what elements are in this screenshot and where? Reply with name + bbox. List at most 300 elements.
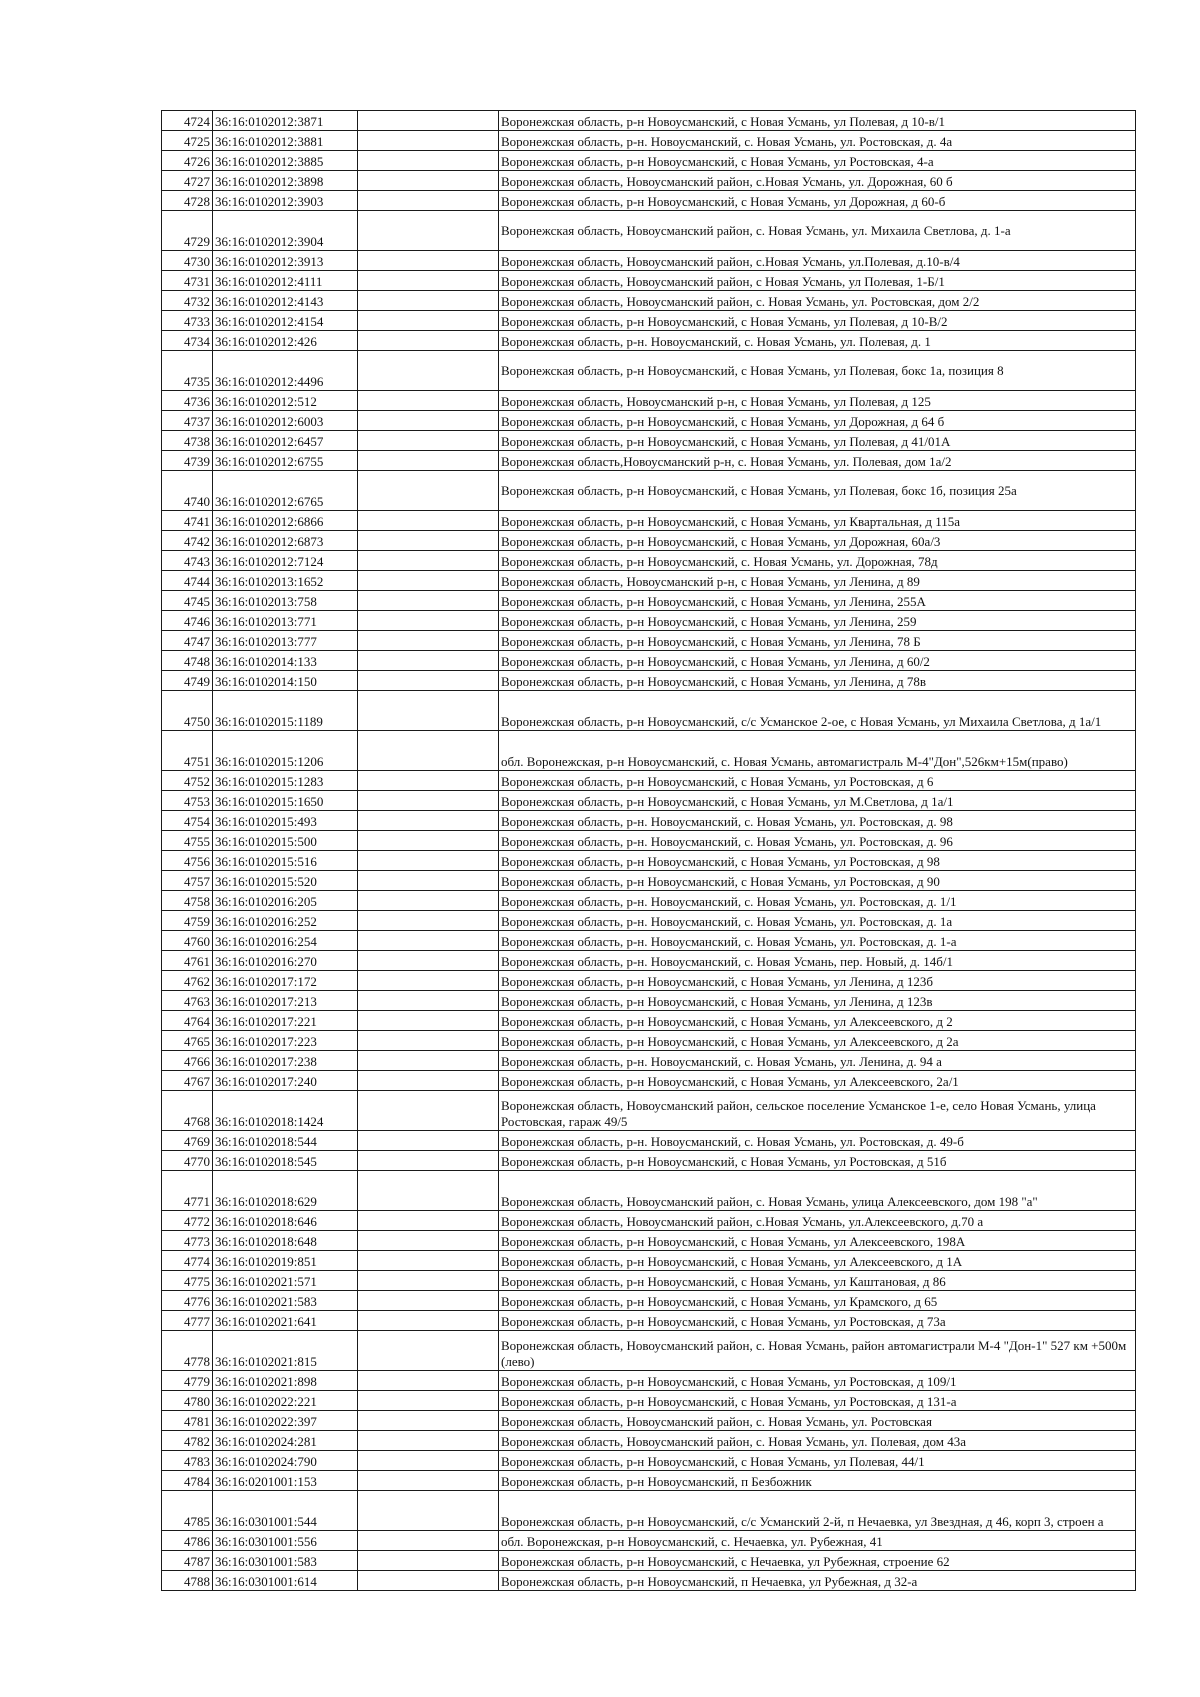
table-row [162,271,1136,291]
table-row [162,1071,1136,1091]
row-number-cell: 4758 [162,891,213,911]
cadastral-number-cell: 36:16:0102015:1206 [213,731,358,771]
address-cell: Воронежская область, р-н Новоусманский, с Новая Усмань, ул Каштановая, д 86 [499,1271,1136,1291]
table-row [162,511,1136,531]
cadastral-number-cell: 36:16:0102012:4154 [213,311,358,331]
row-number-cell: 4770 [162,1151,213,1171]
empty-cell [358,1331,499,1371]
address-cell: обл. Воронежская, р-н Новоусманский, с. Новая Усмань, автомагистраль М-4"Дон",526км+15м(право) [499,731,1136,771]
row-number-cell: 4760 [162,931,213,951]
cadastral-number-cell: 36:16:0102013:1652 [213,571,358,591]
table-row [162,1211,1136,1231]
empty-cell [358,911,499,931]
empty-cell [358,191,499,211]
address-cell: Воронежская область, р-н Новоусманский, с Новая Усмань, ул Дорожная, д 60-б [499,191,1136,211]
table-row [162,971,1136,991]
cadastral-number-cell: 36:16:0102012:3881 [213,131,358,151]
empty-cell [358,1291,499,1311]
row-number-cell: 4743 [162,551,213,571]
address-cell: Воронежская область, р-н Новоусманский, с Новая Усмань, ул Ростовская, д 131-а [499,1391,1136,1411]
cadastral-number-cell: 36:16:0102015:1283 [213,771,358,791]
cadastral-number-cell: 36:16:0102021:815 [213,1331,358,1371]
empty-cell [358,251,499,271]
table-row [162,591,1136,611]
table-row [162,451,1136,471]
empty-cell [358,611,499,631]
address-cell: Воронежская область, р-н Новоусманский, с Новая Усмань, ул Ростовская, д 98 [499,851,1136,871]
row-number-cell: 4745 [162,591,213,611]
table-row [162,351,1136,391]
cadastral-number-cell: 36:16:0102018:648 [213,1231,358,1251]
table-row [162,851,1136,871]
empty-cell [358,331,499,351]
address-cell: Воронежская область, Новоусманский р-н, с Новая Усмань, ул Ленина, д 89 [499,571,1136,591]
address-cell: Воронежская область, р-н Новоусманский, с Новая Усмань, ул Алексеевского, д 2а [499,1031,1136,1051]
empty-cell [358,131,499,151]
row-number-cell: 4771 [162,1171,213,1211]
table-row [162,1131,1136,1151]
table-row [162,731,1136,771]
table-row [162,1431,1136,1451]
address-cell: обл. Воронежская, р-н Новоусманский, с. Нечаевка, ул. Рубежная, 41 [499,1531,1136,1551]
table-row [162,291,1136,311]
row-number-cell: 4772 [162,1211,213,1231]
cadastral-number-cell: 36:16:0102016:270 [213,951,358,971]
address-cell: Воронежская область, Новоусманский район, с. Новая Усмань, улица Алексеевского, дом 198 "а" [499,1171,1136,1211]
row-number-cell: 4739 [162,451,213,471]
table-row [162,1371,1136,1391]
row-number-cell: 4785 [162,1491,213,1531]
table-row [162,811,1136,831]
row-number-cell: 4736 [162,391,213,411]
address-cell: Воронежская область, р-н Новоусманский, с Новая Усмань, ул Полевая, д 10-в/1 [499,111,1136,131]
cadastral-number-cell: 36:16:0102012:6873 [213,531,358,551]
empty-cell [358,631,499,651]
table-row [162,551,1136,571]
empty-cell [358,291,499,311]
address-cell: Воронежская область, Новоусманский район, с.Новая Усмань, ул.Полевая, д.10-в/4 [499,251,1136,271]
address-cell: Воронежская область, Новоусманский район, с.Новая Усмань, ул.Алексеевского, д.70 а [499,1211,1136,1231]
cadastral-number-cell: 36:16:0102012:6765 [213,471,358,511]
row-number-cell: 4784 [162,1471,213,1491]
empty-cell [358,351,499,391]
row-number-cell: 4751 [162,731,213,771]
cadastral-number-cell: 36:16:0102018:629 [213,1171,358,1211]
table-row [162,691,1136,731]
empty-cell [358,1131,499,1151]
empty-cell [358,1251,499,1271]
empty-cell [358,931,499,951]
address-cell: Воронежская область, р-н. Новоусманский, с. Новая Усмань, ул. Ростовская, д. 1а [499,911,1136,931]
empty-cell [358,671,499,691]
table-row [162,931,1136,951]
address-cell: Воронежская область, р-н Новоусманский, с Новая Усмань, ул Ростовская, д 109/1 [499,1371,1136,1391]
address-cell: Воронежская область, Новоусманский район, с Новая Усмань, ул Полевая, 1-Б/1 [499,271,1136,291]
row-number-cell: 4778 [162,1331,213,1371]
table-row [162,1151,1136,1171]
cadastral-number-cell: 36:16:0102021:571 [213,1271,358,1291]
table-row [162,1391,1136,1411]
row-number-cell: 4782 [162,1431,213,1451]
cadastral-number-cell: 36:16:0102024:790 [213,1451,358,1471]
empty-cell [358,651,499,671]
empty-cell [358,1091,499,1131]
row-number-cell: 4737 [162,411,213,431]
table-row [162,1031,1136,1051]
cadastral-number-cell: 36:16:0102017:223 [213,1031,358,1051]
row-number-cell: 4773 [162,1231,213,1251]
address-cell: Воронежская область, р-н Новоусманский, с Новая Усмань, ул Ленина, д 123в [499,991,1136,1011]
cadastral-number-cell: 36:16:0102017:238 [213,1051,358,1071]
empty-cell [358,1151,499,1171]
row-number-cell: 4750 [162,691,213,731]
empty-cell [358,1431,499,1451]
empty-cell [358,1571,499,1591]
table-row [162,1411,1136,1431]
table-row [162,111,1136,131]
address-cell: Воронежская область, р-н Новоусманский, с Новая Усмань, ул Квартальная, д 115а [499,511,1136,531]
empty-cell [358,1491,499,1531]
cadastral-number-cell: 36:16:0102012:4143 [213,291,358,311]
address-cell: Воронежская область, р-н Новоусманский, с Новая Усмань, ул Полевая, д 41/01А [499,431,1136,451]
cadastral-number-cell: 36:16:0102012:6457 [213,431,358,451]
table-row [162,471,1136,511]
address-cell: Воронежская область, р-н Новоусманский, с/с Усманское 2-ое, с Новая Усмань, ул Михаила Светлова, д 1а/1 [499,691,1136,731]
cadastral-number-cell: 36:16:0102012:3904 [213,211,358,251]
table-row [162,211,1136,251]
cadastral-number-cell: 36:16:0102021:583 [213,1291,358,1311]
table-row [162,391,1136,411]
empty-cell [358,971,499,991]
address-cell: Воронежская область, р-н Новоусманский, с Новая Усмань, ул Ленина, д 78в [499,671,1136,691]
table-row [162,531,1136,551]
table-row [162,1251,1136,1271]
row-number-cell: 4734 [162,331,213,351]
cadastral-number-cell: 36:16:0102015:493 [213,811,358,831]
cadastral-number-cell: 36:16:0102015:1189 [213,691,358,731]
empty-cell [358,171,499,191]
address-cell: Воронежская область, р-н Новоусманский, с Новая Усмань, ул Алексеевского, д 1А [499,1251,1136,1271]
cadastral-number-cell: 36:16:0201001:153 [213,1471,358,1491]
cadastral-number-cell: 36:16:0301001:544 [213,1491,358,1531]
address-cell: Воронежская область, р-н Новоусманский, с Новая Усмань, ул М.Светлова, д 1а/1 [499,791,1136,811]
table-row [162,251,1136,271]
table-row [162,951,1136,971]
address-cell: Воронежская область, р-н. Новоусманский, с. Новая Усмань, ул. Ростовская, д. 96 [499,831,1136,851]
cadastral-number-cell: 36:16:0102012:426 [213,331,358,351]
cadastral-number-cell: 36:16:0102019:851 [213,1251,358,1271]
cadastral-number-cell: 36:16:0102012:3871 [213,111,358,131]
row-number-cell: 4725 [162,131,213,151]
cadastral-number-cell: 36:16:0102012:4111 [213,271,358,291]
address-cell: Воронежская область, р-н Новоусманский, п Нечаевка, ул Рубежная, д 32-а [499,1571,1136,1591]
row-number-cell: 4755 [162,831,213,851]
address-cell: Воронежская область,Новоусманский р-н, с. Новая Усмань, ул. Полевая, дом 1а/2 [499,451,1136,471]
row-number-cell: 4748 [162,651,213,671]
table-row [162,871,1136,891]
empty-cell [358,111,499,131]
address-cell: Воронежская область, р-н Новоусманский, с Новая Усмань, ул Полевая, бокс 1б, позиция 25а [499,471,1136,511]
empty-cell [358,771,499,791]
empty-cell [358,1231,499,1251]
empty-cell [358,1411,499,1431]
row-number-cell: 4738 [162,431,213,451]
cadastral-number-cell: 36:16:0102024:281 [213,1431,358,1451]
table-row [162,1311,1136,1331]
row-number-cell: 4774 [162,1251,213,1271]
cadastral-number-cell: 36:16:0102017:172 [213,971,358,991]
row-number-cell: 4728 [162,191,213,211]
address-cell: Воронежская область, р-н Новоусманский, п Безбожник [499,1471,1136,1491]
table-row [162,1551,1136,1571]
row-number-cell: 4763 [162,991,213,1011]
empty-cell [358,991,499,1011]
table-row [162,651,1136,671]
table-row [162,1471,1136,1491]
cadastral-number-cell: 36:16:0102014:133 [213,651,358,671]
empty-cell [358,1531,499,1551]
cadastral-number-cell: 36:16:0102018:1424 [213,1091,358,1131]
table-row [162,791,1136,811]
row-number-cell: 4775 [162,1271,213,1291]
table-row [162,891,1136,911]
row-number-cell: 4761 [162,951,213,971]
empty-cell [358,311,499,331]
empty-cell [358,1311,499,1331]
empty-cell [358,1551,499,1571]
empty-cell [358,1051,499,1071]
row-number-cell: 4753 [162,791,213,811]
empty-cell [358,571,499,591]
table-row [162,1091,1136,1131]
address-cell: Воронежская область, р-н Новоусманский, с Новая Усмань, ул Крамского, д 65 [499,1291,1136,1311]
row-number-cell: 4756 [162,851,213,871]
cadastral-number-cell: 36:16:0102018:646 [213,1211,358,1231]
cadastral-number-cell: 36:16:0102022:221 [213,1391,358,1411]
empty-cell [358,271,499,291]
table-row [162,911,1136,931]
address-cell: Воронежская область, р-н. Новоусманский, с. Новая Усмань, ул. Ростовская, д. 98 [499,811,1136,831]
empty-cell [358,831,499,851]
empty-cell [358,591,499,611]
empty-cell [358,431,499,451]
cadastral-number-cell: 36:16:0102017:213 [213,991,358,1011]
table-row [162,151,1136,171]
address-cell: Воронежская область, р-н. Новоусманский, с. Новая Усмань, ул. Ростовская, д. 1-а [499,931,1136,951]
empty-cell [358,951,499,971]
empty-cell [358,691,499,731]
row-number-cell: 4746 [162,611,213,631]
address-cell: Воронежская область, р-н Новоусманский, с Новая Усмань, ул Ленина, 259 [499,611,1136,631]
table-row [162,171,1136,191]
cadastral-number-cell: 36:16:0102013:758 [213,591,358,611]
row-number-cell: 4724 [162,111,213,131]
cadastral-number-cell: 36:16:0102021:898 [213,1371,358,1391]
empty-cell [358,851,499,871]
address-cell: Воронежская область, Новоусманский р-н, с Новая Усмань, ул Полевая, д 125 [499,391,1136,411]
table-row [162,1271,1136,1291]
table-row [162,1571,1136,1591]
cadastral-number-cell: 36:16:0102015:1650 [213,791,358,811]
empty-cell [358,1451,499,1471]
table-row [162,1491,1136,1531]
row-number-cell: 4742 [162,531,213,551]
row-number-cell: 4744 [162,571,213,591]
row-number-cell: 4731 [162,271,213,291]
cadastral-number-cell: 36:16:0102015:516 [213,851,358,871]
table-row [162,191,1136,211]
row-number-cell: 4766 [162,1051,213,1071]
row-number-cell: 4729 [162,211,213,251]
row-number-cell: 4762 [162,971,213,991]
row-number-cell: 4788 [162,1571,213,1591]
row-number-cell: 4780 [162,1391,213,1411]
table-row [162,631,1136,651]
row-number-cell: 4726 [162,151,213,171]
empty-cell [358,791,499,811]
row-number-cell: 4735 [162,351,213,391]
cadastral-number-cell: 36:16:0102017:221 [213,1011,358,1031]
empty-cell [358,1011,499,1031]
empty-cell [358,1031,499,1051]
address-cell: Воронежская область, р-н Новоусманский, с Новая Усмань, ул Ленина, 78 Б [499,631,1136,651]
row-number-cell: 4754 [162,811,213,831]
empty-cell [358,1071,499,1091]
empty-cell [358,1371,499,1391]
table-row [162,991,1136,1011]
row-number-cell: 4777 [162,1311,213,1331]
address-cell: Воронежская область, Новоусманский район, с. Новая Усмань, ул. Полевая, дом 43а [499,1431,1136,1451]
empty-cell [358,871,499,891]
address-cell: Воронежская область, р-н Новоусманский, с Новая Усмань, ул Ростовская, д 6 [499,771,1136,791]
empty-cell [358,1471,499,1491]
address-cell: Воронежская область, р-н Новоусманский, с Новая Усмань, ул Ленина, д 123б [499,971,1136,991]
cadastral-number-cell: 36:16:0102012:3898 [213,171,358,191]
cadastral-number-cell: 36:16:0102018:544 [213,1131,358,1151]
table-row [162,571,1136,591]
table-row [162,1011,1136,1031]
row-number-cell: 4741 [162,511,213,531]
cadastral-number-cell: 36:16:0102021:641 [213,1311,358,1331]
cadastral-number-cell: 36:16:0102016:252 [213,911,358,931]
row-number-cell: 4730 [162,251,213,271]
cadastral-number-cell: 36:16:0102022:397 [213,1411,358,1431]
address-cell: Воронежская область, р-н Новоусманский, с Новая Усмань, ул Полевая, д 10-В/2 [499,311,1136,331]
row-number-cell: 4781 [162,1411,213,1431]
row-number-cell: 4747 [162,631,213,651]
cadastral-number-cell: 36:16:0102012:3885 [213,151,358,171]
table-row [162,1051,1136,1071]
address-cell: Воронежская область, р-н. Новоусманский, с. Новая Усмань, ул. Ростовская, д. 1/1 [499,891,1136,911]
address-cell: Воронежская область, р-н Новоусманский, с Новая Усмань, ул Дорожная, 60а/3 [499,531,1136,551]
table-row [162,1531,1136,1551]
address-cell: Воронежская область, р-н Новоусманский, с Новая Усмань, ул Ростовская, 4-а [499,151,1136,171]
address-cell: Воронежская область, Новоусманский район, с. Новая Усмань, ул. Ростовская [499,1411,1136,1431]
row-number-cell: 4733 [162,311,213,331]
empty-cell [358,151,499,171]
empty-cell [358,1271,499,1291]
row-number-cell: 4759 [162,911,213,931]
cadastral-number-cell: 36:16:0301001:556 [213,1531,358,1551]
cadastral-number-cell: 36:16:0102012:6866 [213,511,358,531]
cadastral-number-cell: 36:16:0301001:583 [213,1551,358,1571]
empty-cell [358,451,499,471]
address-cell: Воронежская область, р-н Новоусманский, с Новая Усмань, ул Дорожная, д 64 б [499,411,1136,431]
address-cell: Воронежская область, р-н Новоусманский, с/с Усманский 2-й, п Нечаевка, ул Звездная, д 46, корп 3, строен а [499,1491,1136,1531]
row-number-cell: 4768 [162,1091,213,1131]
registry-table [161,110,1136,1591]
empty-cell [358,471,499,511]
empty-cell [358,211,499,251]
empty-cell [358,1211,499,1231]
cadastral-number-cell: 36:16:0102012:7124 [213,551,358,571]
address-cell: Воронежская область, р-н Новоусманский, с Новая Усмань, ул Алексеевского, д 2 [499,1011,1136,1031]
row-number-cell: 4749 [162,671,213,691]
row-number-cell: 4752 [162,771,213,791]
table-row [162,331,1136,351]
table-row [162,611,1136,631]
table-row [162,1171,1136,1211]
empty-cell [358,511,499,531]
address-cell: Воронежская область, р-н Новоусманский, с Новая Усмань, ул Ростовская, д 73а [499,1311,1136,1331]
cadastral-number-cell: 36:16:0102016:205 [213,891,358,911]
address-cell: Воронежская область, р-н Новоусманский, с Новая Усмань, ул Полевая, бокс 1а, позиция 8 [499,351,1136,391]
address-cell: Воронежская область, р-н Новоусманский, с Новая Усмань, ул Ленина, 255А [499,591,1136,611]
table-row [162,1231,1136,1251]
empty-cell [358,1391,499,1411]
cadastral-number-cell: 36:16:0102012:6755 [213,451,358,471]
row-number-cell: 4767 [162,1071,213,1091]
address-cell: Воронежская область, р-н. Новоусманский, с. Новая Усмань, пер. Новый, д. 14б/1 [499,951,1136,971]
address-cell: Воронежская область, р-н Новоусманский, с Новая Усмань, ул Ростовская, д 90 [499,871,1136,891]
row-number-cell: 4757 [162,871,213,891]
address-cell: Воронежская область, р-н. Новоусманский, с. Новая Усмань, ул. Ростовская, д. 4а [499,131,1136,151]
empty-cell [358,811,499,831]
cadastral-number-cell: 36:16:0102012:512 [213,391,358,411]
empty-cell [358,531,499,551]
cadastral-number-cell: 36:16:0102012:4496 [213,351,358,391]
address-cell: Воронежская область, р-н. Новоусманский, с. Новая Усмань, ул. Ленина, д. 94 а [499,1051,1136,1071]
row-number-cell: 4779 [162,1371,213,1391]
empty-cell [358,1171,499,1211]
table-row [162,671,1136,691]
cadastral-number-cell: 36:16:0102012:3913 [213,251,358,271]
row-number-cell: 4786 [162,1531,213,1551]
address-cell: Воронежская область, р-н Новоусманский, с Нечаевка, ул Рубежная, строение 62 [499,1551,1136,1571]
cadastral-number-cell: 36:16:0301001:614 [213,1571,358,1591]
address-cell: Воронежская область, р-н Новоусманский, с. Новая Усмань, ул. Дорожная, 78д [499,551,1136,571]
row-number-cell: 4783 [162,1451,213,1471]
cadastral-number-cell: 36:16:0102015:500 [213,831,358,851]
empty-cell [358,411,499,431]
empty-cell [358,891,499,911]
row-number-cell: 4764 [162,1011,213,1031]
table-row [162,431,1136,451]
address-cell: Воронежская область, Новоусманский район, сельское поселение Усманское 1-е, село Новая Усмань, улица Ростовская, гараж 49/5 [499,1091,1136,1131]
row-number-cell: 4769 [162,1131,213,1151]
cadastral-number-cell: 36:16:0102015:520 [213,871,358,891]
table-row [162,1451,1136,1471]
cadastral-number-cell: 36:16:0102013:771 [213,611,358,631]
address-cell: Воронежская область, р-н Новоусманский, с Новая Усмань, ул Ленина, д 60/2 [499,651,1136,671]
cadastral-number-cell: 36:16:0102012:3903 [213,191,358,211]
cadastral-number-cell: 36:16:0102017:240 [213,1071,358,1091]
address-cell: Воронежская область, р-н Новоусманский, с Новая Усмань, ул Полевая, 44/1 [499,1451,1136,1471]
row-number-cell: 4765 [162,1031,213,1051]
cadastral-number-cell: 36:16:0102016:254 [213,931,358,951]
cadastral-number-cell: 36:16:0102013:777 [213,631,358,651]
address-cell: Воронежская область, Новоусманский район, с.Новая Усмань, ул. Дорожная, 60 б [499,171,1136,191]
